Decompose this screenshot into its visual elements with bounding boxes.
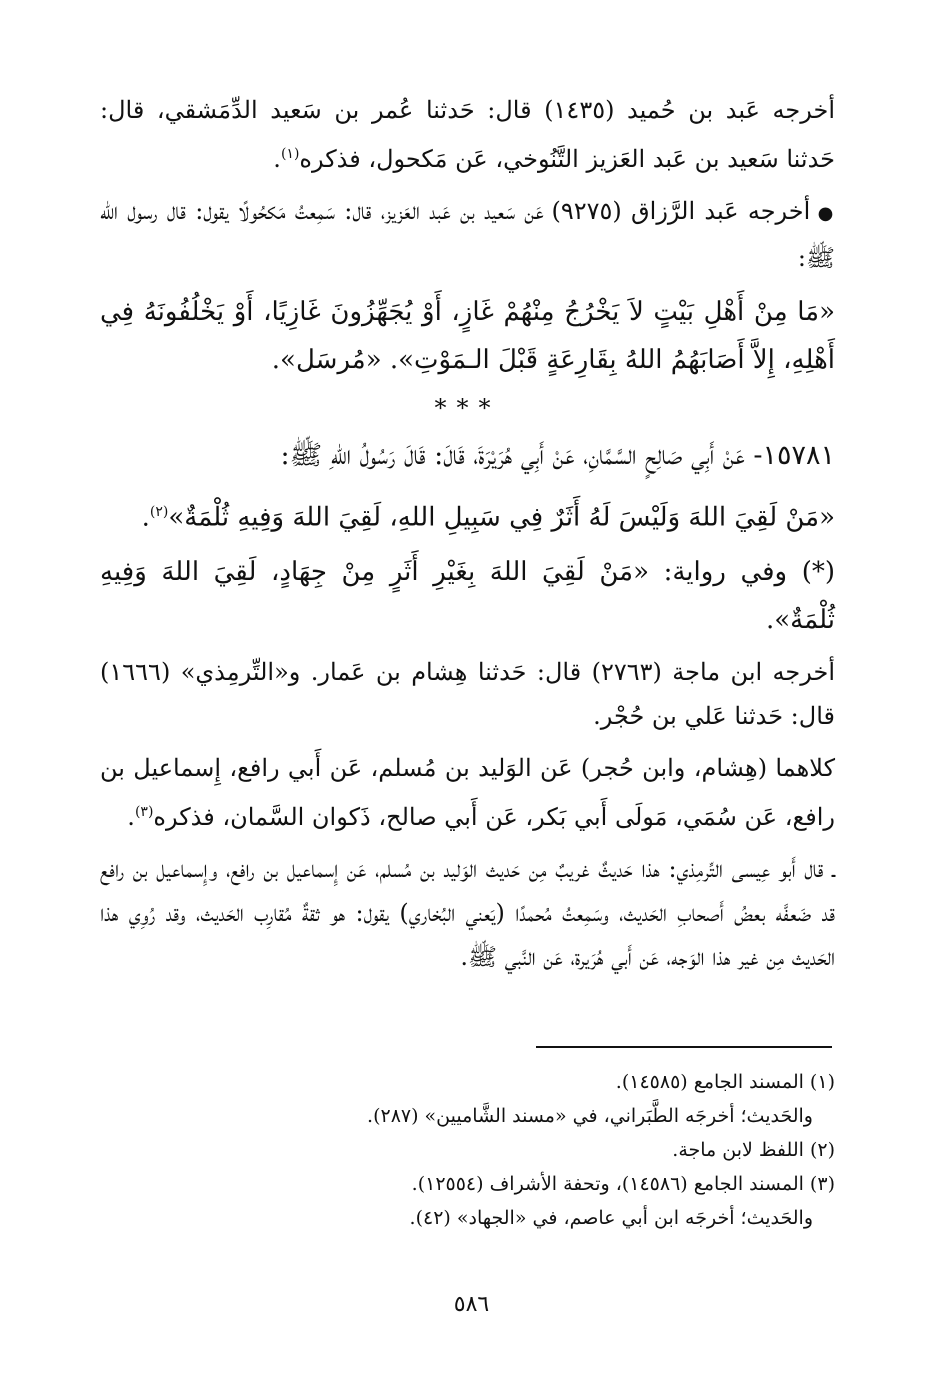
section-separator: ***: [434, 394, 501, 422]
footnote-3-continuation: والحَديث؛ أخرجَه ابن أبي عاصم، في «الجهاد» (٤٢).: [409, 1207, 813, 1229]
footnote-ref-1[interactable]: (١): [280, 146, 300, 162]
hadith-variant: (*) وفي رواية: «مَنْ لَقِيَ اللهَ بِغَيْرِ أَثَرٍ مِنْ جِهَادٍ، لَقِيَ اللهَ وَفِيهِ ثُلْمَةٌ».: [100, 556, 835, 635]
footnote-1-continuation: والحَديث؛ أخرجَه الطَّبَراني، في «مسند الشَّاميين» (٢٨٧).: [367, 1105, 813, 1127]
paragraph-end: .: [127, 802, 135, 831]
paragraph-end: .: [273, 145, 281, 173]
takhrij-paragraph-4: [100, 746, 835, 839]
page-number: ٥٨٦: [453, 1292, 490, 1317]
footnote-ref-2[interactable]: (٢): [149, 504, 169, 520]
hadith-end: .: [141, 502, 150, 533]
takhrij-paragraph-1: [100, 88, 835, 181]
page-body: [100, 88, 835, 987]
footnote-3: (٣) المسند الجامع (١٤٥٨٦)، وتحفة الأشراف (١٢٥٥٤).: [411, 1173, 835, 1195]
tirmidhi-commentary: ـ قال أَبو عِيسى التِّرمِذي: هذا حَديثٌ غريبٌ مِن حَديث الوَليد بن مُسلم، عَن إِسماعيل بن رافع، وإِسماعيل بن رافع قد ضَعفَّه بعضُ أَصحابِ الحَديث، وسَمِعتُ مُحمدًا (يَعني البُخاري) يقول: هو ثقةٌ مُقارِب الحَديث، وقد رُوِي هذا الحَديث مِن غير هذا الوَجه، عَن أَبي هُرَيرة، عَن النَّبي ﷺ.: [100, 854, 835, 971]
hadith-text: «مَنْ لَقِيَ اللهَ وَلَيْسَ لَهُ أَثَرٌ فِي سَبِيلِ اللهِ، لَقِيَ اللهَ وَفِيهِ ثُلْمَةٌ»: [168, 502, 835, 533]
paragraph-text: كلاهما (هِشام، وابن حُجر) عَن الوَليد بن مُسلم، عَن أَبي رافع، إِسماعيل بن رافع، عَن سُمَي، مَولَى أَبي بَكر، عَن أَبي صالح، ذَكوان السَّمان، فذكره: [100, 753, 835, 831]
footnote-1: (١) المسند الجامع (١٤٥٨٥).: [615, 1071, 835, 1093]
paragraph-text: أخرجه عَبد بن حُميد (١٤٣٥) قال: حَدثنا عُمر بن سَعيد الدِّمَشقي، قال: حَدثنا سَعيد بن عَبد العَزيز التَّنُوخي، عَن مَكحول، فذكره: [100, 96, 835, 173]
footnotes: [100, 1066, 835, 1236]
takhrij-paragraph-3: أخرجه ابن ماجة (٢٧٦٣) قال: حَدثنا هِشام بن عَمار. و«التِّرمِذي» (١٦٦٦) قال: حَدثنا عَلي بن حُجْر.: [100, 657, 836, 730]
hadith-heading-15781: ١٥٧٨١- عَنْ أَبِي صَالِحٍ السَّمَّانِ، عَنْ أَبِي هُرَيْرَةَ، قَالَ: قَالَ رَسُولُ اللهِ ﷺ:: [280, 440, 835, 471]
hadith-text-2: [100, 488, 835, 542]
hadith-text-1: «مَا مِنْ أَهْلِ بَيْتٍ لاَ يَخْرُجُ مِنْهُمْ غَازٍ، أَوْ يُجَهِّزُونَ غَازِيًا، أَوْ يَخْلُفُونَهُ فِي أَهْلِهِ، إِلاَّ أَصَابَهُمُ اللهُ بِقَارِعَةٍ قَبْلَ الـمَوْتِ». «مُرسَل».: [100, 297, 835, 375]
footnote-2: (٢) اللفظ لابن ماجة.: [672, 1139, 835, 1161]
footnote-ref-3[interactable]: (٣): [134, 803, 154, 820]
footnote-divider: [536, 1046, 832, 1048]
takhrij-paragraph-2: ● أخرجه عَبد الرَّزاق (٩٢٧٥) عَن سَعيد بن عَبد العَزيز، قال: سَمِعتُ مَكحُولًا يقول: قال رسول الله ﷺ:: [100, 189, 835, 280]
